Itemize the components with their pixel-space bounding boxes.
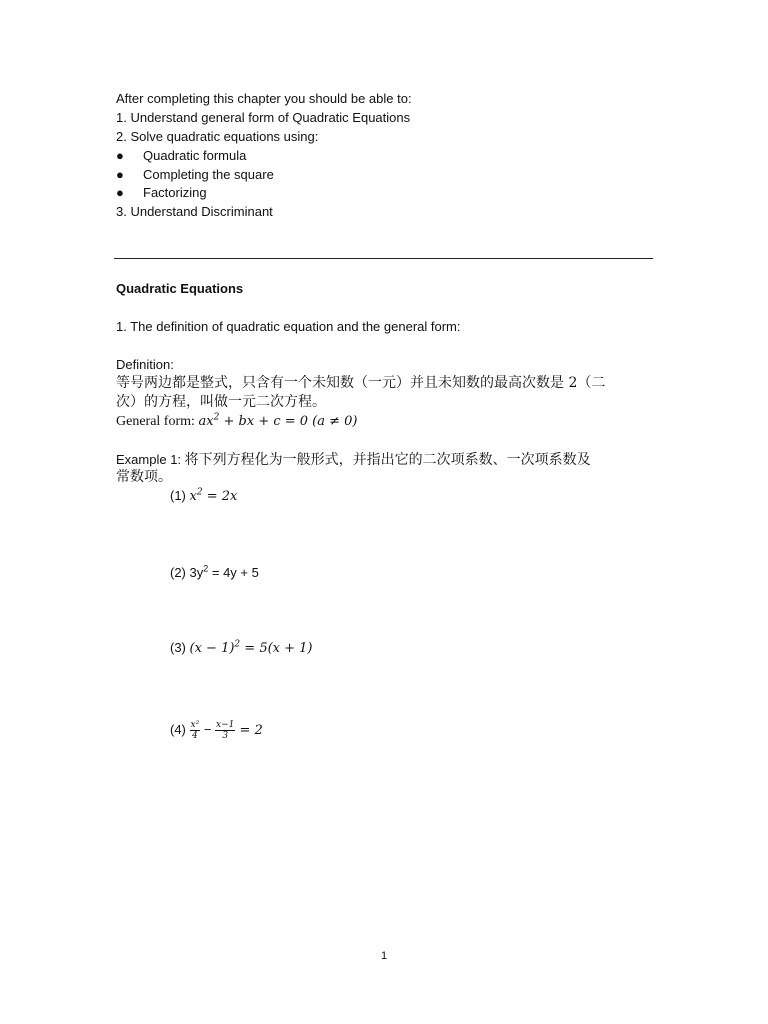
general-form-equation: $ax^2$ + bx + c = 0 (a ≠ 0) <box>198 412 358 429</box>
equation-1: (1) $x^2 = 2x$ <box>170 487 238 504</box>
general-form <box>116 411 358 431</box>
section-title: Quadratic Equations <box>116 281 244 296</box>
bullet-item <box>116 146 246 165</box>
objective-item-2: 2. Solve quadratic equations using: <box>116 129 319 144</box>
objectives-intro: After completing this chapter you should be able to: <box>116 91 412 106</box>
example-instruction: 将下列方程化为一般形式，并指出它的二次项系数、一次项系数及 <box>184 452 591 468</box>
bullet-text: Completing the square <box>143 167 274 182</box>
objective-item-3: 3. Understand Discriminant <box>116 204 273 219</box>
definition-text-line-2: 次）的方程，叫做一元二次方程。 <box>116 394 326 410</box>
fraction: $\frac{\text{x²}}{4}$ <box>190 720 200 741</box>
equation-3: (3) $(x - 1)^2 = 5(x + 1)$ <box>170 639 313 656</box>
example-instruction-line-2: 常数项。 <box>116 469 172 485</box>
fraction: $\frac{x-1}{3}$ <box>216 720 235 741</box>
example-label: Example 1: <box>116 452 182 467</box>
bullet-text: Quadratic formula <box>143 148 247 163</box>
objective-item-1: 1. Understand general form of Quadratic Equations <box>116 110 411 125</box>
bullet-icon: ● <box>116 148 124 163</box>
example-line-1 <box>116 450 591 470</box>
page-number: 1 <box>380 950 388 962</box>
section-divider <box>114 258 653 259</box>
bullet-icon: ● <box>116 185 124 200</box>
definition-label: Definition: <box>116 357 174 372</box>
section-subheading: 1. The definition of quadratic equation and the general form: <box>116 319 461 334</box>
definition-text-line-1: 等号两边都是整式，只含有一个未知数（一元）并且未知数的最高次数是 2（二 <box>116 375 606 391</box>
bullet-icon: ● <box>116 167 124 182</box>
bullet-item <box>116 183 207 202</box>
equation-2: (2) $3y^2 = 4y + 5$ <box>170 563 259 580</box>
equation-4: (4) $\frac{\text{x²}}{4}$ − $\frac{x-1}{3}$ = 2 <box>170 720 263 741</box>
general-form-label: General form: <box>116 414 195 429</box>
bullet-text: Factorizing <box>143 185 207 200</box>
bullet-item <box>116 165 274 184</box>
